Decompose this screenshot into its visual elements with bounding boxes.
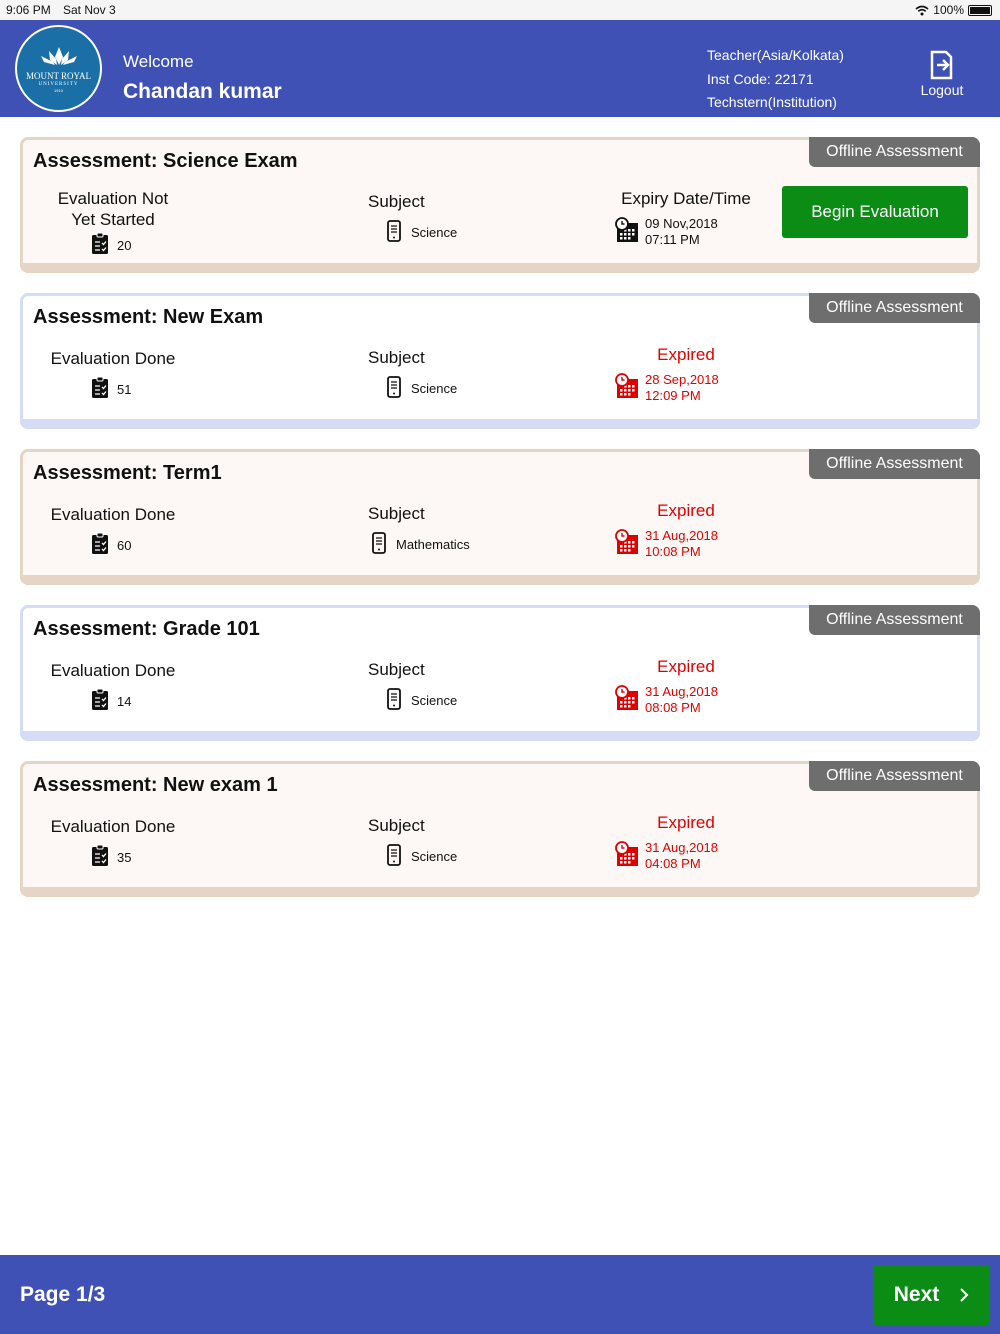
clipboard-check-icon [91, 688, 109, 714]
count-value: 51 [117, 381, 132, 397]
assessment-title: Assessment: Grade 101 [33, 618, 260, 640]
clipboard-check-icon [91, 232, 109, 258]
mobile-device-icon [387, 844, 401, 869]
assessment-card[interactable] [20, 293, 980, 429]
assessment-card[interactable] [20, 761, 980, 897]
status-line1: Evaluation Done [50, 661, 176, 680]
student-count [91, 376, 131, 402]
status-line2: Yet Started [71, 210, 155, 229]
calendar-clock-icon [615, 685, 639, 715]
status-line1: Evaluation Done [50, 817, 176, 836]
assessment-title: Assessment: New Exam [33, 306, 264, 328]
institution-name: Techstern(Institution) [707, 94, 837, 110]
expiry-label: Expired [657, 501, 715, 520]
mobile-device-icon [387, 220, 401, 245]
assessment-title: Assessment: Science Exam [33, 150, 298, 172]
expiry-datetime [615, 840, 718, 872]
mobile-device-icon [387, 688, 401, 713]
status-line1: Evaluation Done [50, 505, 176, 524]
mobile-device-icon [387, 376, 401, 401]
subject-label: Subject [368, 660, 425, 679]
expiry-text [645, 840, 718, 872]
count-value: 14 [117, 693, 132, 709]
welcome-label: Welcome [123, 52, 194, 71]
expiry-label: Expired [657, 345, 715, 364]
status-line1: Evaluation Not [57, 189, 169, 208]
expiry-time: 12:09 PM [645, 388, 701, 403]
subject-label: Subject [368, 504, 425, 523]
expiry-text [645, 528, 718, 560]
expiry-label: Expiry Date/Time [621, 189, 751, 208]
clipboard-check-icon [91, 532, 109, 558]
user-name: Chandan kumar [123, 80, 282, 103]
expiry-time: 08:08 PM [645, 700, 701, 715]
subject-value [387, 376, 457, 401]
expiry-datetime [615, 528, 718, 560]
expiry-label: Expired [657, 813, 715, 832]
expiry-datetime [615, 684, 718, 716]
subject-name: Science [411, 849, 458, 864]
logo-line2: UNIVERSITY [38, 81, 79, 87]
lotus-icon [37, 45, 81, 71]
subject-label: Subject [368, 348, 425, 367]
expiry-date: 31 Aug,2018 [645, 528, 719, 543]
subject-name: Mathematics [396, 537, 470, 552]
expiry-text [645, 684, 718, 716]
assessment-card[interactable] [20, 605, 980, 741]
status-date: Sat Nov 3 [63, 3, 116, 17]
subject-name: Science [411, 381, 458, 396]
expiry-date: 28 Sep,2018 [645, 372, 719, 387]
calendar-clock-icon [615, 373, 639, 403]
expiry-text [645, 216, 718, 248]
logo-line1: MOUNT ROYAL [25, 70, 92, 81]
offline-badge: Offline Assessment [809, 761, 980, 791]
student-count [91, 532, 131, 558]
calendar-clock-icon [615, 217, 639, 247]
expiry-text [645, 372, 719, 404]
app-header [0, 20, 1000, 117]
expiry-time: 10:08 PM [645, 544, 701, 559]
count-value: 20 [117, 237, 132, 253]
subject-label: Subject [368, 192, 425, 211]
evaluation-status [33, 504, 193, 525]
university-logo [15, 25, 102, 112]
expiry-datetime [615, 216, 718, 248]
clipboard-check-icon [91, 844, 109, 870]
logout-button[interactable] [915, 50, 969, 98]
subject-value [372, 532, 470, 557]
inst-code: Inst Code: 22171 [707, 70, 814, 87]
page-indicator: Page 1/3 [20, 1283, 106, 1306]
teacher-info [707, 44, 844, 115]
student-count [91, 688, 131, 714]
evaluation-status [33, 816, 193, 837]
subject-value [387, 220, 457, 245]
subject-value [387, 844, 457, 869]
calendar-clock-icon [615, 529, 639, 559]
subject-name: Science [411, 225, 458, 240]
mobile-device-icon [372, 532, 386, 557]
evaluation-status [33, 348, 193, 369]
expiry-label: Expired [657, 657, 715, 676]
offline-badge: Offline Assessment [809, 605, 980, 635]
assessment-card[interactable] [20, 449, 980, 585]
offline-badge: Offline Assessment [809, 137, 980, 167]
expiry-date: 31 Aug,2018 [645, 840, 719, 855]
battery-percent: 100% [933, 3, 964, 17]
wifi-icon [915, 5, 929, 16]
evaluation-status [33, 660, 193, 681]
subject-label: Subject [368, 816, 425, 835]
battery-icon [968, 5, 992, 16]
status-time: 9:06 PM [6, 3, 51, 17]
expiry-time: 07:11 PM [645, 232, 700, 247]
count-value: 60 [117, 537, 132, 553]
teacher-role: Teacher(Asia/Kolkata) [707, 47, 844, 63]
status-line1: Evaluation Done [50, 349, 176, 368]
clipboard-check-icon [91, 376, 109, 402]
count-value: 35 [117, 849, 132, 865]
student-count [91, 844, 131, 870]
logo-line3: 1910 [54, 87, 63, 93]
expiry-datetime [615, 372, 719, 404]
next-label: Next [893, 1283, 940, 1306]
evaluation-status [33, 188, 193, 230]
assessment-card[interactable] [20, 137, 980, 273]
status-bar [0, 0, 1000, 20]
student-count [91, 232, 131, 258]
begin-evaluation-button[interactable]: Begin Evaluation [782, 186, 968, 238]
expiry-date: 31 Aug,2018 [645, 684, 719, 699]
assessment-title: Assessment: New exam 1 [33, 774, 278, 796]
chevron-right-icon [959, 1287, 969, 1303]
next-button[interactable] [873, 1265, 990, 1325]
status-right [915, 3, 992, 17]
subject-name: Science [411, 693, 458, 708]
logout-label: Logout [920, 82, 964, 98]
offline-badge: Offline Assessment [809, 449, 980, 479]
expiry-date: 09 Nov,2018 [645, 216, 718, 231]
assessment-title: Assessment: Term1 [33, 462, 222, 484]
offline-badge: Offline Assessment [809, 293, 980, 323]
pagination-footer [0, 1255, 1000, 1334]
calendar-clock-icon [615, 841, 639, 871]
logout-icon [929, 50, 955, 80]
expiry-time: 04:08 PM [645, 856, 701, 871]
subject-value [387, 688, 457, 713]
